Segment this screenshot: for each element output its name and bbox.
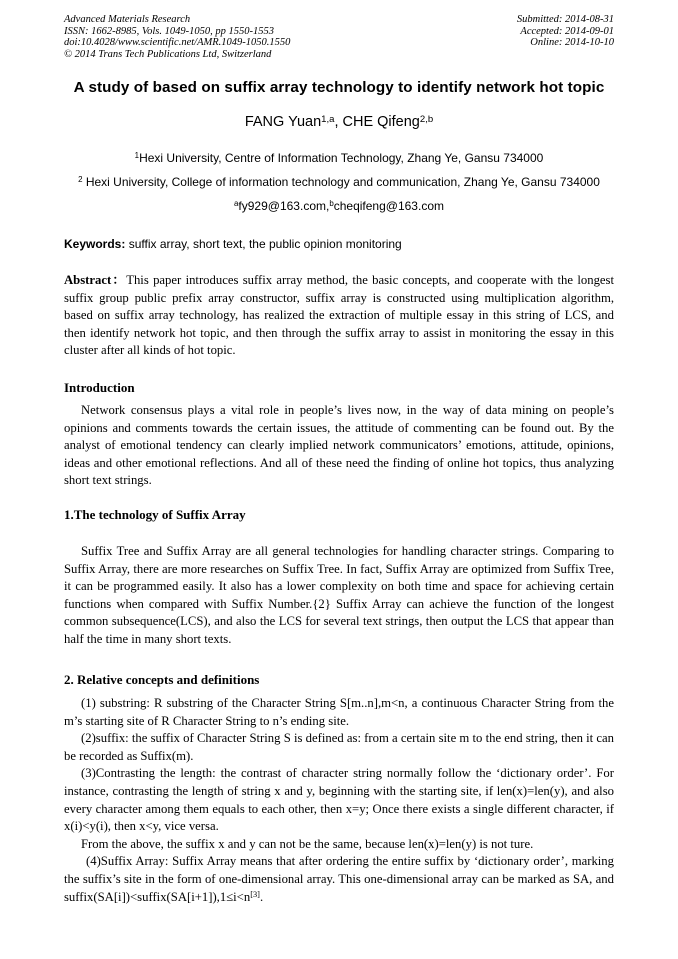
suffix-array-text: (4)Suffix Array: Suffix Array means that after ordering the entire suffix by ‘dictionary order’, marking the suffix’s site in the form of one-dimensional array. This one-dimensional array can be marked as SA, and suffix(SA[i])<suffix(SA[i+1]),1≤i<n	[64, 854, 614, 904]
affiliation-1-mark: 1	[134, 151, 140, 161]
introduction-paragraph: Network consensus plays a vital role in people’s lives now, in the way of data mining on people’s opinions and comments towards the certain issues, the attitude of commenting can be found out. By the analyst of emotional tendency can clearly implied network communicators’ emotions, attitude, opinions, ideas and other emotional reflections. And all of these need the finding of online hot topics, thus analyzing short text strings.	[64, 403, 614, 488]
author-1-mark: 1,a	[321, 113, 335, 125]
affiliation-2-mark: 2	[78, 175, 83, 185]
email-1-mark: a	[234, 199, 239, 209]
abstract	[64, 272, 614, 360]
author-2-mark: 2,b	[419, 113, 434, 125]
copyright-line: © 2014 Trans Tech Publications Ltd, Switzerland	[64, 48, 272, 60]
introduction-body	[64, 402, 614, 490]
affiliation-1-text: Hexi University, Centre of Information Technology, Zhang Ye, Gansu 734000	[139, 151, 544, 165]
definition-contrast: (3)Contrasting the length: the contrast of character string normally follow the ‘dictionary order’. For instance, contrasting the length of string x and y, beginning with the starting site, if len(x)=len(y), and also every character among them equals to each other, then x=y; Once there exists a single different character, if x(i)<y(i), then x<y, vice versa.	[64, 766, 614, 834]
keywords-label: Keywords:	[64, 237, 126, 251]
issn-line: ISSN: 1662-8985, Vols. 1049-1050, pp 1550-1553	[64, 25, 274, 37]
journal-header	[64, 14, 290, 60]
email-line	[0, 199, 678, 213]
affiliation-1	[0, 151, 678, 165]
journal-name: Advanced Materials Research	[64, 14, 191, 25]
definition-note: From the above, the suffix x and y can not be the same, because len(x)=len(y) is not ture.	[81, 836, 534, 851]
definition-substring: (1) substring: R substring of the Character String S[m..n],m<n, a continuous Character String from the m’s starting site of R Character String to n’s ending site.	[64, 696, 614, 728]
affiliation-2	[0, 175, 678, 189]
heading-introduction: Introduction	[64, 380, 135, 395]
accepted-date: Accepted: 2014-09-01	[520, 25, 614, 37]
suffix-array-end: .	[259, 889, 264, 904]
affiliation-2-text: Hexi University, College of information technology and communication, Zhang Ye, Gansu 734000	[85, 175, 600, 189]
citation-3: [3]	[250, 889, 260, 899]
author-line	[0, 114, 678, 130]
definition-suffix-array	[64, 853, 614, 906]
keywords	[64, 237, 614, 251]
doi-line: doi:10.4028/www.scientific.net/AMR.1049-1050.1550	[64, 37, 291, 49]
heading-section-2: 2. Relative concepts and definitions	[64, 672, 260, 687]
author-1: FANG Yuan	[244, 114, 322, 130]
heading-section-1: 1.The technology of Suffix Array	[64, 507, 246, 522]
author-2: CHE Qifeng	[342, 114, 420, 130]
abstract-label: Abstract：	[64, 273, 127, 287]
online-date: Online: 2014-10-10	[530, 37, 614, 49]
abstract-text: This paper introduces suffix array method, the basic concepts, and cooperate with the longest suffix group public prefix array constructor, suffix array is constructed using multiplication algorithm, based on suffix array technology, has realized the extraction of multiple essay in this string of LCS, and then identify network hot topic, and then through the suffix array to assist in monitoring the essay in this cluster after all kinds of hot topic.	[64, 273, 615, 358]
paper-title: A study of based on suffix array technology to identify network hot topic	[73, 79, 605, 96]
email-1: fy929@163.com,	[238, 199, 330, 213]
email-2-mark: b	[329, 199, 334, 209]
dates-header	[517, 14, 614, 49]
definition-suffix: (2)suffix: the suffix of Character String S is defined as: from a certain site m to the end string, then it can be recorded as Suffix(m).	[64, 731, 614, 763]
section-1-body	[64, 543, 614, 649]
email-2: cheqifeng@163.com	[333, 199, 444, 213]
section-1-paragraph: Suffix Tree and Suffix Array are all general technologies for handling character strings. Comparing to Suffix Array, there are more researches on Suffix Tree. In fact, Suffix Array are optimized from Suffix Tree, it can be programmed easily. It also has a lower complexity on both time and space for achieving certain functions when compared with Suffix Number.{2} Suffix Array can achieve the function of the longest common subsequence(LCS), and also the LCS for several text strings, then output the LCS that appear than half the time in many short texts.	[64, 544, 614, 646]
section-2-body	[64, 695, 614, 906]
submitted-date: Submitted: 2014-08-31	[516, 14, 614, 25]
keywords-text: suffix array, short text, the public opinion monitoring	[128, 237, 402, 251]
author-separator: ,	[334, 114, 343, 130]
